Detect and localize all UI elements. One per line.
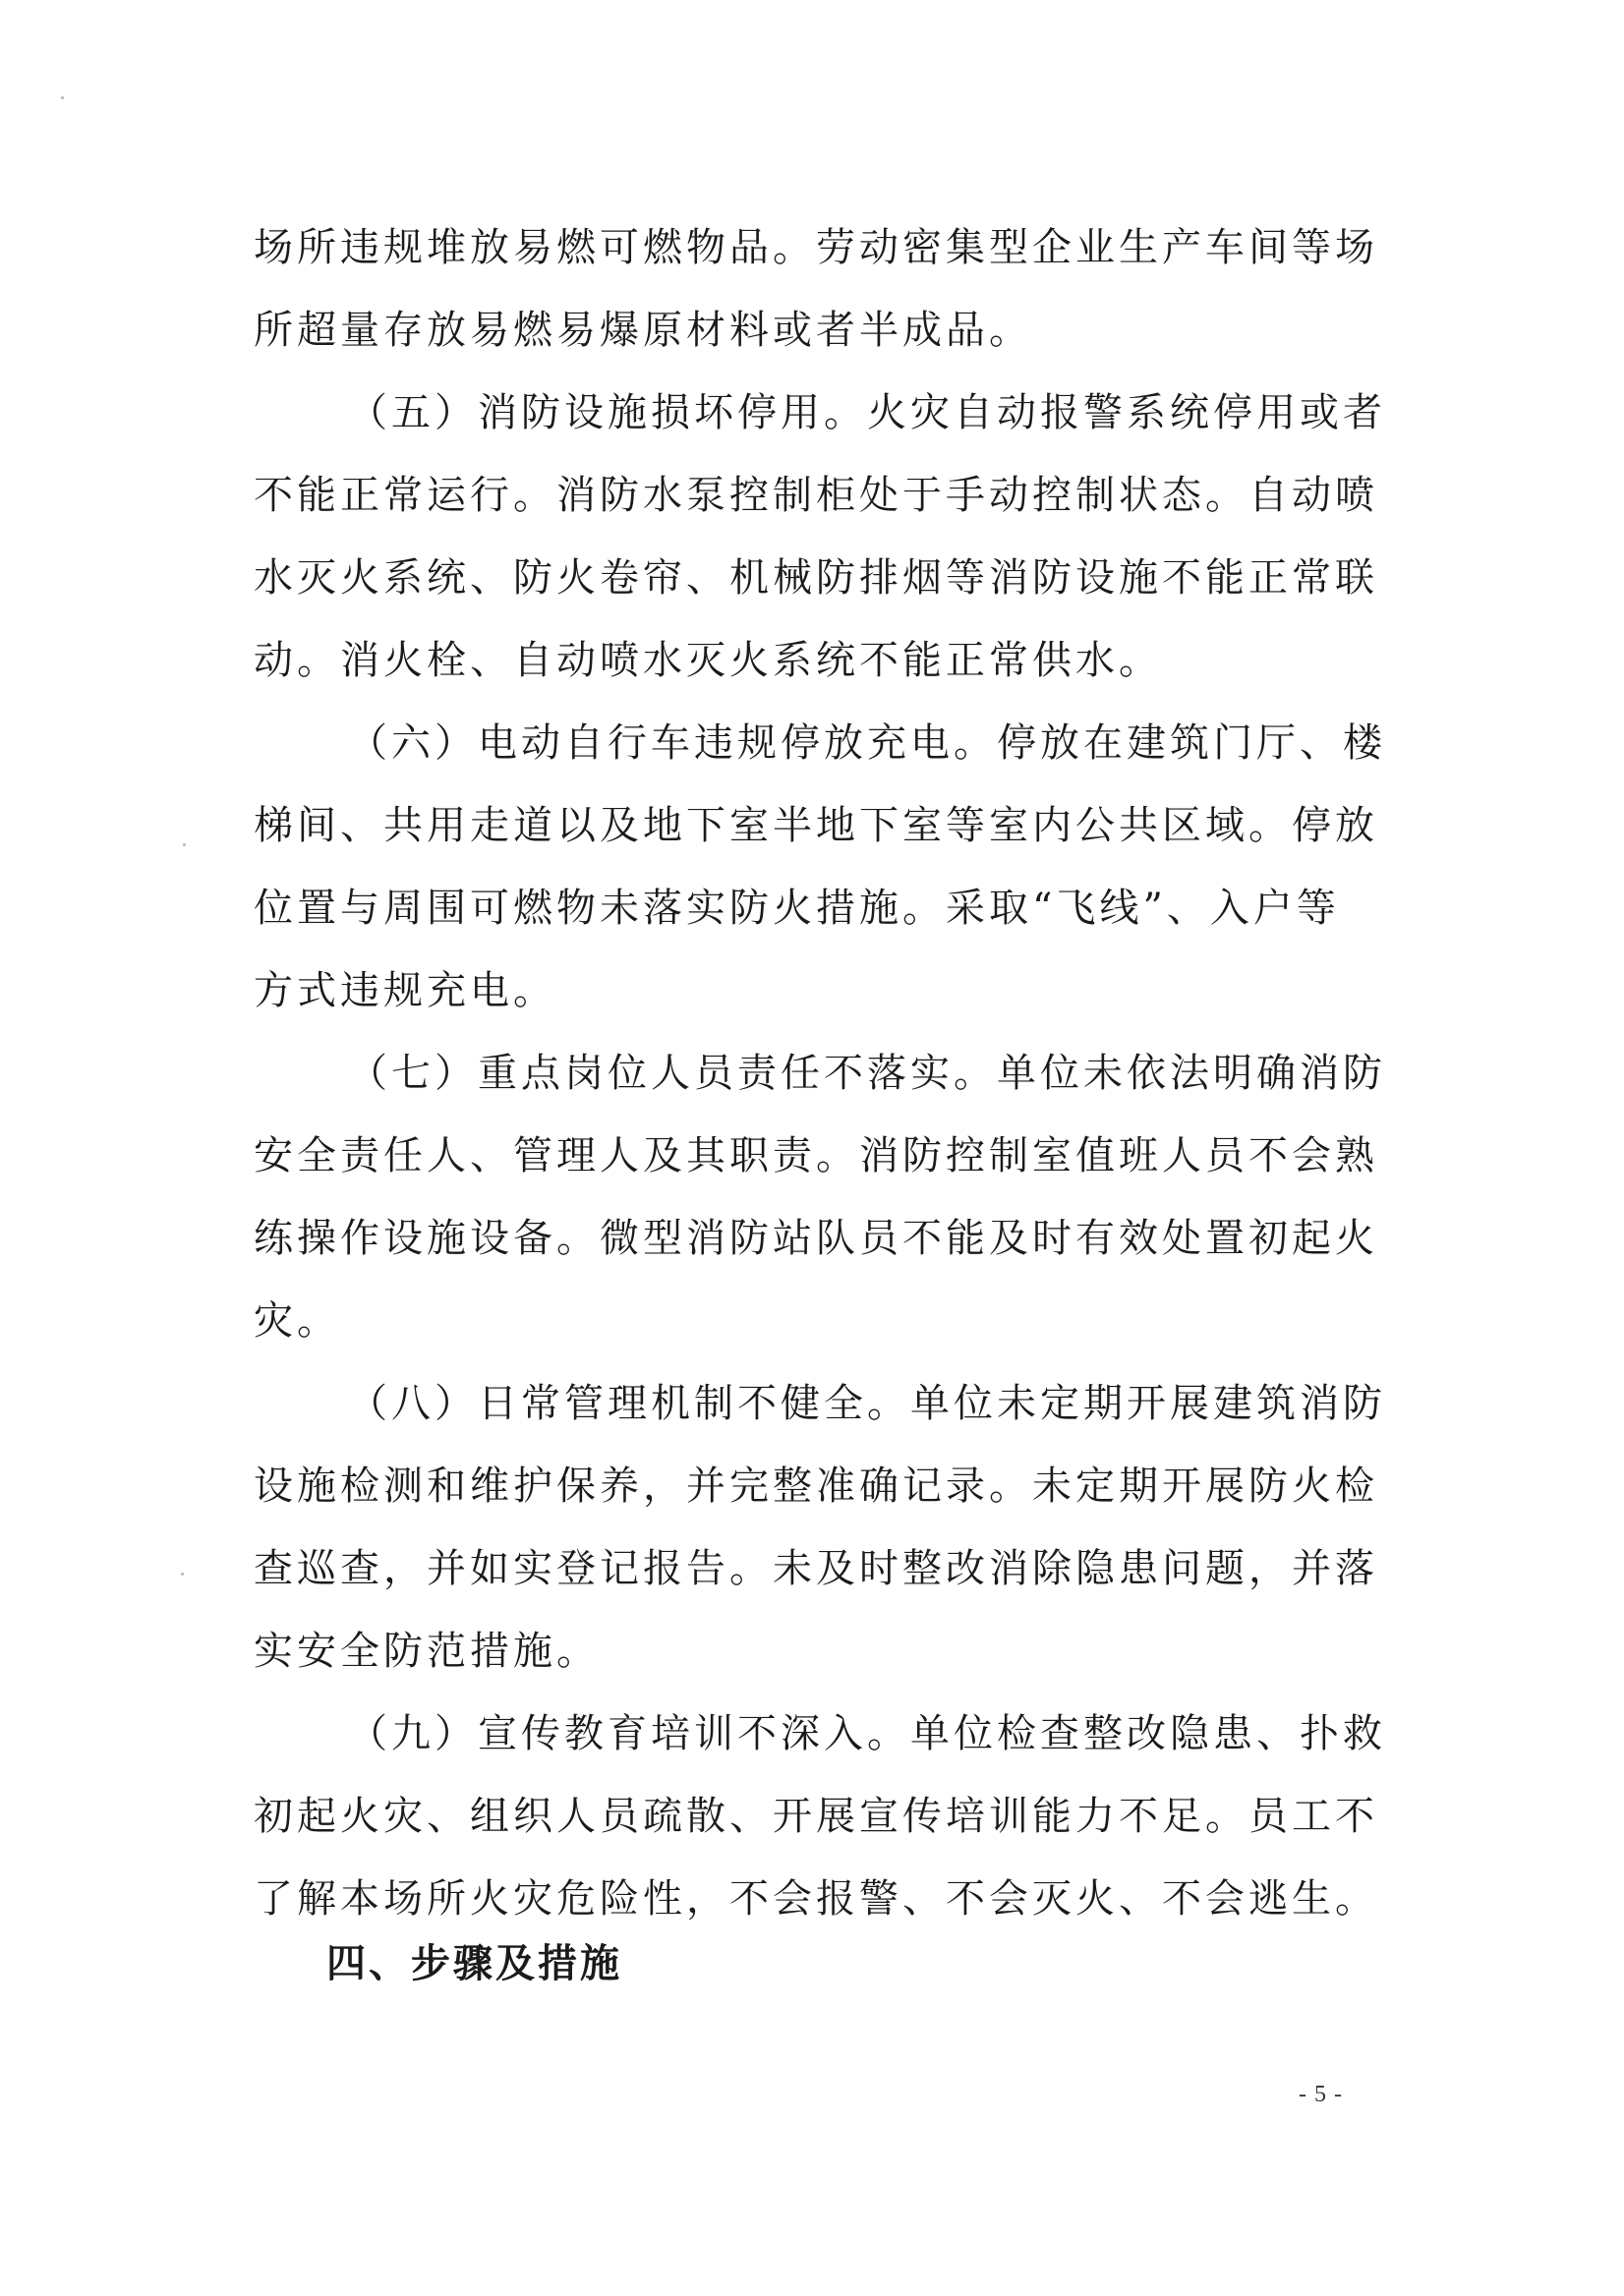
body-line: 场所违规堆放易燃可燃物品。劳动密集型企业生产车间等场 (254, 225, 1378, 270)
body-line: 初起火灾、组织人员疏散、开展宣传培训能力不足。员工不 (254, 1794, 1378, 1839)
body-line: 设施检测和维护保养，并完整准确记录。未定期开展防火检 (254, 1464, 1378, 1509)
section-heading: 四、步骤及措施 (326, 1941, 622, 1986)
body-line: 动。消火栓、自动喷水灭火系统不能正常供水。 (254, 638, 1162, 683)
paragraph-first-line: （八）日常管理机制不健全。单位未定期开展建筑消防 (348, 1381, 1386, 1426)
body-line: 实安全防范措施。 (254, 1629, 600, 1674)
body-line: 了解本场所火灾危险性，不会报警、不会灭火、不会逃生。 (254, 1876, 1378, 1922)
paragraph-first-line: （六）电动自行车违规停放充电。停放在建筑门厅、楼 (348, 720, 1386, 766)
body-line: 水灭火系统、防火卷帘、机械防排烟等消防设施不能正常联 (254, 555, 1378, 601)
body-text (254, 206, 1386, 1940)
scan-speck (183, 843, 186, 846)
body-line: 灾。 (254, 1298, 340, 1344)
body-line: 所超量存放易燃易爆原材料或者半成品。 (254, 308, 1032, 353)
page-number: - 5 - (1299, 2082, 1343, 2107)
paragraph-first-line: （九）宣传教育培训不深入。单位检查整改隐患、扑救 (348, 1711, 1386, 1756)
paragraph-first-line: （五）消防设施损坏停用。火灾自动报警系统停用或者 (348, 390, 1386, 435)
body-line: 练操作设施设备。微型消防站队员不能及时有效处置初起火 (254, 1216, 1378, 1261)
body-line: 安全责任人、管理人及其职责。消防控制室值班人员不会熟 (254, 1133, 1378, 1178)
body-line: 位置与周围可燃物未落实防火措施。采取“飞线”、入户等 (254, 886, 1340, 931)
scan-speck (181, 1573, 184, 1576)
paragraph-first-line: （七）重点岗位人员责任不落实。单位未依法明确消防 (348, 1051, 1386, 1096)
scan-speck (61, 96, 64, 99)
body-line: 方式违规充电。 (254, 968, 556, 1013)
body-line: 查巡查，并如实登记报告。未及时整改消除隐患问题，并落 (254, 1546, 1378, 1591)
body-line: 梯间、共用走道以及地下室半地下室等室内公共区域。停放 (254, 803, 1378, 848)
body-line: 不能正常运行。消防水泵控制柜处于手动控制状态。自动喷 (254, 473, 1378, 518)
